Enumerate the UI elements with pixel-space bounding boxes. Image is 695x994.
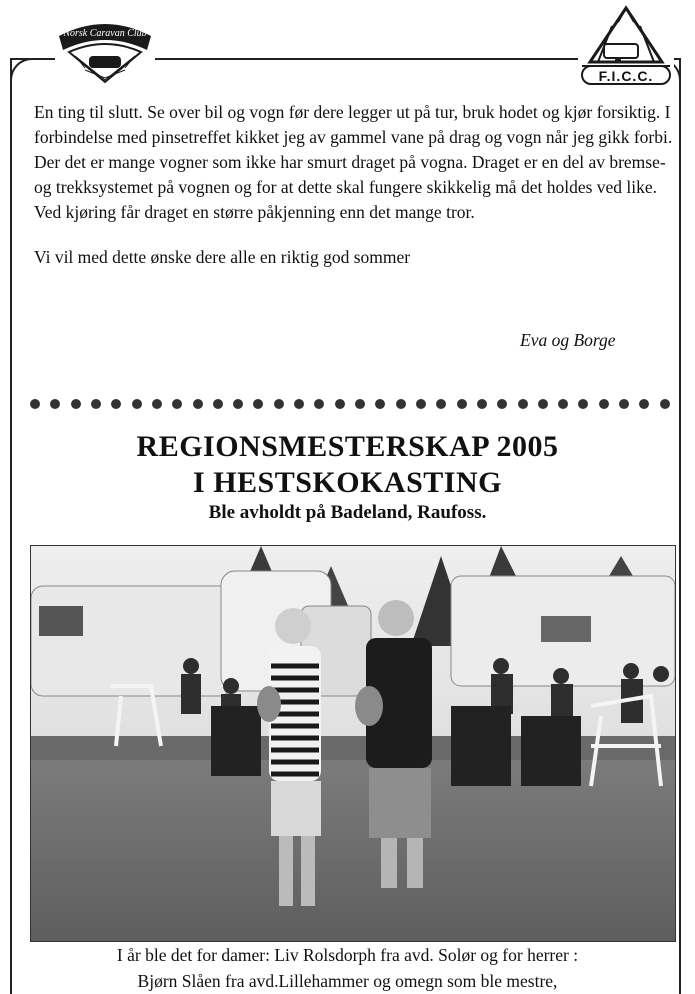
divider-dot: [274, 399, 284, 409]
divider-dot: [30, 399, 40, 409]
divider-dot: [497, 399, 507, 409]
divider-dot: [132, 399, 142, 409]
divider-dot: [375, 399, 385, 409]
page-border-left: [10, 58, 12, 994]
ficc-tent-logo-icon: [578, 4, 674, 86]
divider-dot: [639, 399, 649, 409]
divider-dot: [416, 399, 426, 409]
section-subtitle: Ble avholdt på Badeland, Raufoss.: [208, 502, 487, 523]
divider-dot: [396, 399, 406, 409]
page-border-right: [679, 58, 681, 994]
divider-dot: [619, 399, 629, 409]
divider-dot: [233, 399, 243, 409]
divider-dot: [335, 399, 345, 409]
article-paragraph: En ting til slutt. Se over bil og vogn før dere legger ut på tur, bruk hodet og kjør forsiktig. I forbindelse med pinsetreffet kikket jeg av gammel vane på drag og vogn når jeg gikk forbi. Der det er mange vogner som ikke har smurt draget på vogna. Draget er en del av bremse- og trekksystemet på vognen og for at dette skal fungere skikkelig må det holdes ved like. Ved kjøring får draget en større påkjenning enn det mange tror.: [34, 102, 673, 222]
divider-dot: [660, 399, 670, 409]
photo-caption: [0, 942, 695, 994]
section-title-line1: REGIONSMESTERSKAP 2005: [136, 430, 559, 463]
caravan-club-logo-icon: [55, 16, 155, 86]
divider-dot: [436, 399, 446, 409]
divider-dot: [193, 399, 203, 409]
divider-dot: [518, 399, 528, 409]
divider-dot: [314, 399, 324, 409]
caption-line: I år ble det for damer: Liv Rolsdorph fra avd. Solør og for herrer :: [116, 945, 579, 965]
divider-dot: [558, 399, 568, 409]
divider-dot: [172, 399, 182, 409]
divider-dot: [578, 399, 588, 409]
divider-dot: [111, 399, 121, 409]
section-title-line2: I HESTSKOKASTING: [193, 466, 502, 499]
divider-dot: [213, 399, 223, 409]
divider-dot: [152, 399, 162, 409]
divider-dot: [294, 399, 304, 409]
caravan-club-logo-text: Norsk Caravan Club: [63, 28, 147, 39]
divider-dot: [355, 399, 365, 409]
divider-dot: [50, 399, 60, 409]
divider-dot: [538, 399, 548, 409]
signature: Eva og Borge: [520, 330, 616, 350]
divider-dot: [91, 399, 101, 409]
divider-dot: [71, 399, 81, 409]
frame-corner-left: [10, 58, 36, 84]
closing-greeting: Vi vil med dette ønske dere alle en riktig god sommer: [34, 247, 411, 267]
divider-dot: [457, 399, 467, 409]
caption-line: Bjørn Slåen fra avd.Lillehammer og omegn som ble mestre,: [137, 971, 558, 991]
campsite-photo-icon: [30, 545, 676, 942]
dotted-divider: [30, 396, 670, 412]
divider-dot: [477, 399, 487, 409]
ficc-logo-text: F.I.C.C.: [598, 68, 654, 84]
article-body: [34, 100, 674, 270]
divider-dot: [253, 399, 263, 409]
divider-dot: [599, 399, 609, 409]
